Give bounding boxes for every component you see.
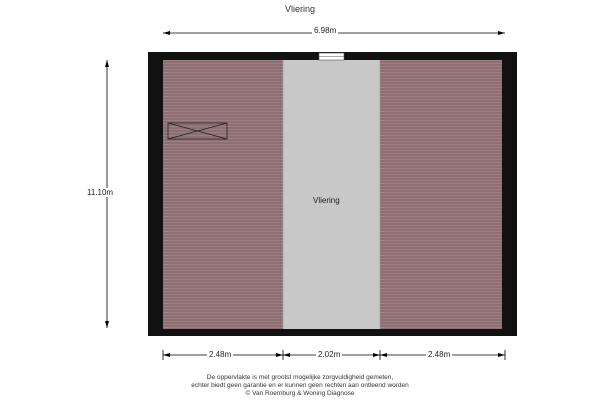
total-height-label: 11.10m	[87, 188, 114, 197]
segment-left-label: 2.48m	[209, 350, 232, 359]
total-width-label: 6.98m	[314, 26, 337, 35]
floor-area	[283, 60, 380, 329]
segment-right-label: 2.48m	[428, 350, 451, 359]
copyright-line: © Van Roemburg & Woning Diagnose	[245, 390, 355, 397]
disclaimer-line-1: De oppervlakte is met grootst mogelijke zorgvuldigheid gemeten,	[206, 374, 394, 381]
segment-middle-label: 2.02m	[318, 350, 341, 359]
page-title: Vliering	[284, 4, 315, 14]
disclaimer-line-2: echter biedt geen garantie en er kunnen geen rechten aan ontleend worden	[191, 382, 409, 389]
room-label: Vliering	[313, 196, 340, 205]
disclaimer	[0, 374, 600, 398]
